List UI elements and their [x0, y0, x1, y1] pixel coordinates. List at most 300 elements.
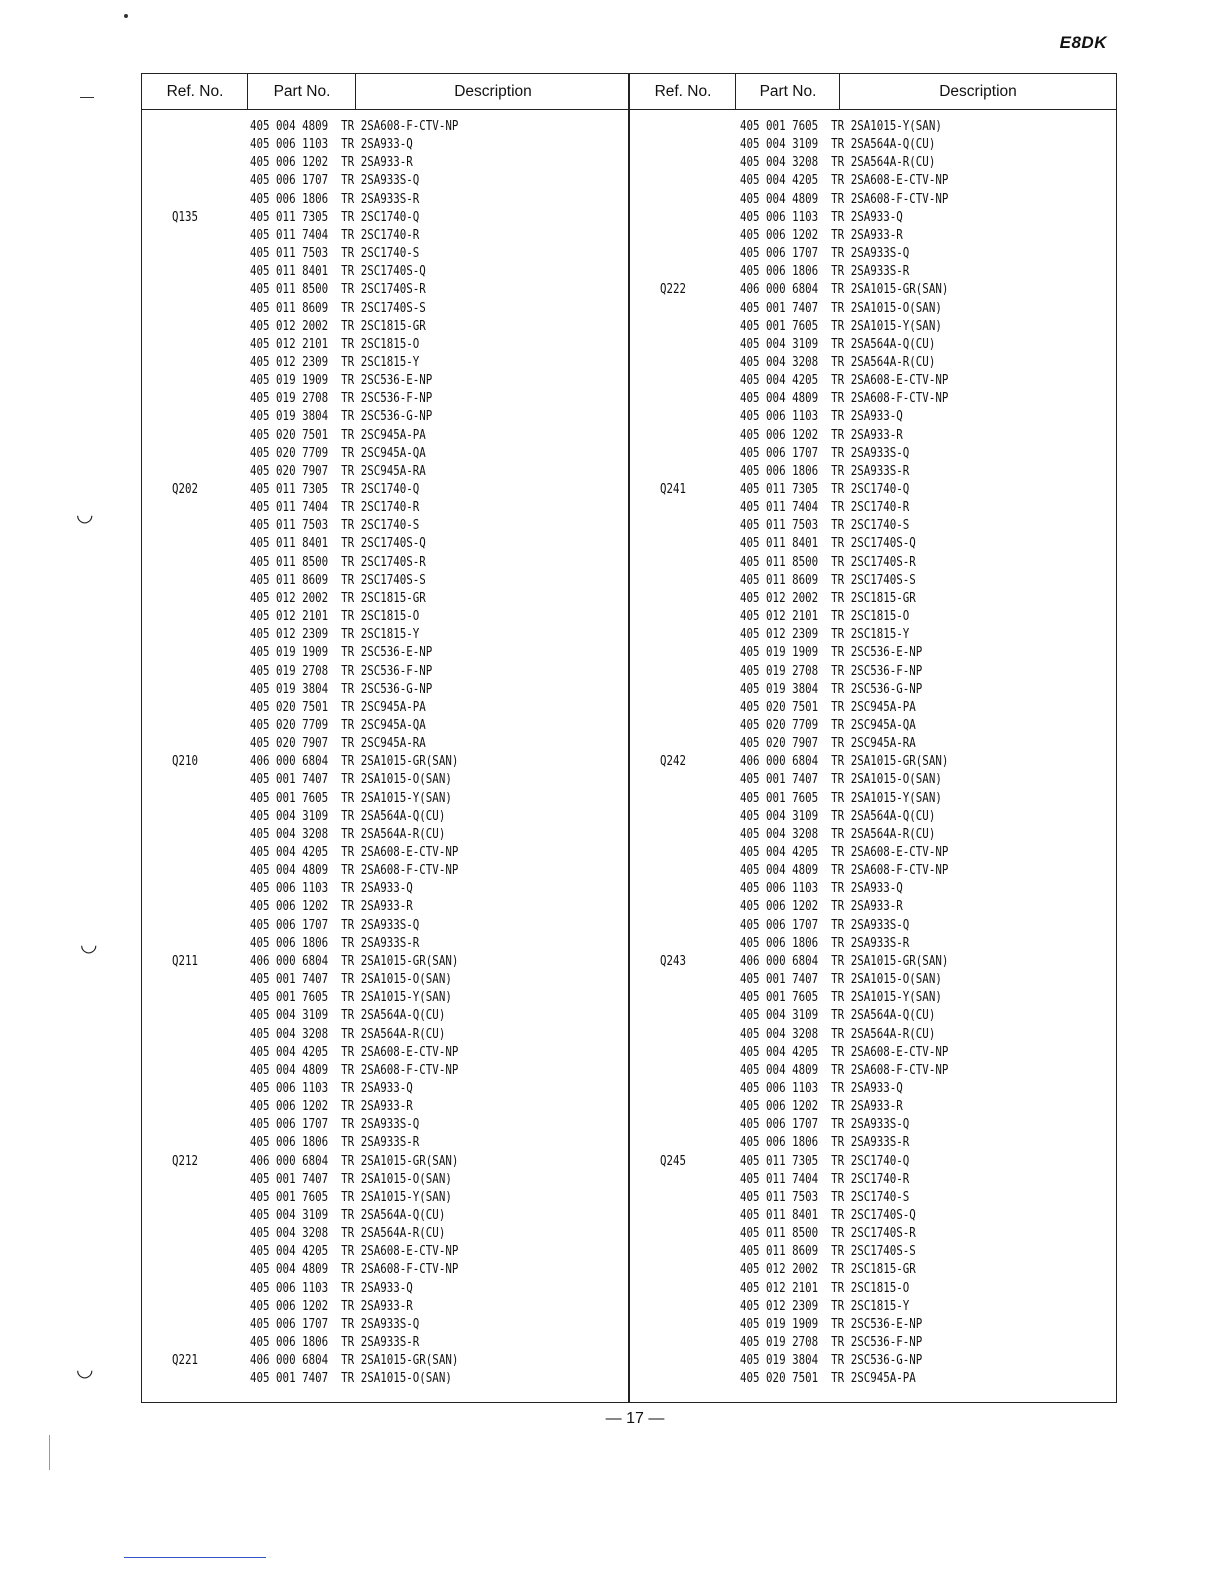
col-header-part-left: Part No. — [248, 74, 356, 110]
part-description: TR 2SC1740-Q — [831, 482, 910, 497]
part-number: 405 006 1707 — [250, 1316, 329, 1332]
spacer — [818, 627, 831, 642]
table-row — [250, 1316, 419, 1334]
part-description: TR 2SC1740S-S — [341, 300, 426, 316]
part-description: TR 2SA1015-GR(SAN) — [341, 953, 459, 969]
part-description: TR 2SA608-E-CTV-NP — [341, 845, 459, 860]
header-divider — [247, 74, 248, 110]
part-number: 405 004 3109 — [740, 336, 819, 352]
part-number: 405 006 1707 — [740, 445, 819, 461]
part-number: 405 006 1806 — [740, 1135, 819, 1151]
part-description: TR 2SC536-F-NP — [341, 663, 433, 679]
spacer — [818, 1371, 831, 1386]
table-row — [740, 263, 909, 281]
part-description: TR 2SA1015-GR(SAN) — [341, 1353, 459, 1369]
part-number: 406 000 6804 — [740, 953, 819, 969]
part-number: 405 004 4809 — [740, 191, 819, 207]
part-description: TR 2SA564A-Q(CU) — [831, 137, 936, 153]
table-row — [740, 318, 942, 336]
part-description: TR 2SA608-E-CTV-NP — [831, 845, 949, 860]
part-description: TR 2SC1740-R — [341, 227, 420, 243]
table-row — [250, 717, 426, 735]
spacer — [328, 972, 341, 987]
spacer — [328, 373, 341, 388]
part-description: TR 2SC536-E-NP — [831, 645, 923, 661]
part-description: TR 2SC1740S-R — [341, 282, 426, 298]
table-row — [250, 517, 419, 535]
part-description: TR 2SA933S-Q — [341, 917, 420, 933]
part-description: TR 2SC1815-Y — [341, 354, 420, 370]
spacer — [818, 1299, 831, 1314]
spacer — [818, 428, 831, 443]
part-description: TR 2SC945A-QA — [831, 717, 916, 733]
part-number: 405 006 1202 — [250, 1298, 329, 1314]
part-description: TR 2SC1740S-S — [341, 572, 426, 588]
part-number: 405 004 4205 — [740, 1044, 819, 1060]
part-number: 405 001 7605 — [740, 318, 819, 334]
part-number: 405 019 1909 — [740, 1316, 819, 1332]
part-number: 405 006 1202 — [250, 1099, 329, 1115]
spacer — [328, 609, 341, 624]
spacer — [818, 555, 831, 570]
part-description: TR 2SC1815-GR — [341, 318, 426, 334]
scan-mark: — — [80, 88, 94, 104]
table-row — [250, 481, 419, 499]
part-number: 405 020 7709 — [250, 445, 329, 461]
part-description: TR 2SA933-R — [831, 899, 903, 915]
spacer — [328, 555, 341, 570]
part-description: TR 2SA933-R — [341, 1298, 413, 1314]
table-row — [740, 300, 942, 318]
part-description: TR 2SC1815-O — [831, 1280, 910, 1296]
part-number: 405 006 1707 — [740, 917, 819, 933]
table-row — [250, 1171, 452, 1189]
spacer — [328, 301, 341, 316]
table-row — [250, 535, 426, 553]
table-row — [740, 953, 948, 971]
part-number: 405 011 8401 — [250, 264, 329, 280]
spacer — [328, 1335, 341, 1350]
part-description: TR 2SA933-R — [341, 1099, 413, 1115]
table-row — [740, 191, 948, 209]
table-row — [740, 572, 916, 590]
spacer — [328, 1063, 341, 1078]
part-number: 405 006 1806 — [250, 1335, 329, 1351]
part-description: TR 2SC1740-Q — [341, 209, 420, 225]
table-row — [250, 790, 452, 808]
part-description: TR 2SC1815-GR — [831, 1262, 916, 1278]
spacer — [328, 464, 341, 479]
part-number: 405 020 7501 — [740, 1371, 819, 1387]
spacer — [818, 319, 831, 334]
part-number: 405 004 4205 — [250, 1044, 329, 1060]
part-description: TR 2SA933-Q — [341, 881, 413, 897]
table-row — [740, 1044, 948, 1062]
spacer — [328, 1262, 341, 1277]
part-description: TR 2SA1015-GR(SAN) — [341, 1153, 459, 1169]
table-row — [740, 463, 909, 481]
table-row — [250, 826, 445, 844]
table-row — [250, 953, 458, 971]
spacer — [818, 210, 831, 225]
part-description: TR 2SC1740-S — [341, 246, 420, 262]
spacer — [328, 791, 341, 806]
table-row — [740, 989, 942, 1007]
spacer — [328, 591, 341, 606]
part-description: TR 2SC1815-O — [341, 336, 420, 352]
spacer — [328, 246, 341, 261]
part-number: 405 006 1103 — [740, 881, 819, 897]
table-row — [740, 790, 942, 808]
spacer — [328, 1117, 341, 1132]
table-row — [740, 1189, 909, 1207]
part-description: TR 2SC945A-PA — [341, 427, 426, 443]
part-number: 405 006 1707 — [250, 1117, 329, 1133]
ref-number: Q211 — [172, 953, 199, 969]
part-description: TR 2SC1815-O — [831, 609, 910, 625]
part-description: TR 2SA933-Q — [341, 1280, 413, 1296]
part-description: TR 2SA608-F-CTV-NP — [831, 191, 949, 207]
part-number: 405 011 7404 — [740, 1171, 819, 1187]
table-row — [740, 1098, 903, 1116]
spacer — [818, 1027, 831, 1042]
spacer — [328, 936, 341, 951]
part-description: TR 2SA564A-Q(CU) — [341, 808, 446, 824]
part-description: TR 2SC536-F-NP — [831, 663, 923, 679]
table-row — [250, 227, 419, 245]
table-row — [740, 862, 948, 880]
spacer — [328, 1190, 341, 1205]
part-number: 405 004 3208 — [740, 354, 819, 370]
part-description: TR 2SA564A-R(CU) — [341, 826, 446, 842]
part-number: 405 019 2708 — [250, 663, 329, 679]
part-description: TR 2SA1015-GR(SAN) — [831, 282, 949, 298]
part-description: TR 2SA933S-Q — [341, 173, 420, 189]
part-description: TR 2SC536-G-NP — [831, 681, 923, 697]
table-row — [250, 572, 426, 590]
spacer — [328, 1226, 341, 1241]
spacer — [328, 573, 341, 588]
part-description: TR 2SA1015-Y(SAN) — [341, 1189, 452, 1205]
table-row — [740, 408, 903, 426]
part-number: 405 019 3804 — [250, 681, 329, 697]
col-header-desc-left: Description — [356, 74, 630, 110]
ref-number: Q135 — [172, 209, 199, 225]
part-number: 405 011 8401 — [740, 536, 819, 552]
spacer — [328, 627, 341, 642]
table-row — [740, 1316, 922, 1334]
table-row — [740, 554, 916, 572]
part-description: TR 2SA933S-Q — [831, 1117, 910, 1133]
part-number: 405 006 1707 — [250, 173, 329, 189]
part-number: 405 004 4205 — [740, 373, 819, 389]
part-description: TR 2SA1015-O(SAN) — [831, 772, 942, 788]
spacer — [818, 1244, 831, 1259]
part-number: 405 019 1909 — [250, 645, 329, 661]
part-description: TR 2SA933S-Q — [341, 1117, 420, 1133]
part-description: TR 2SC1740-R — [831, 1171, 910, 1187]
spacer — [818, 373, 831, 388]
part-description: TR 2SC1815-GR — [341, 590, 426, 606]
part-number: 405 020 7709 — [740, 717, 819, 733]
spacer — [328, 682, 341, 697]
part-description: TR 2SA933-R — [831, 227, 903, 243]
part-number: 405 006 1707 — [740, 1117, 819, 1133]
table-row — [250, 390, 432, 408]
table-row — [740, 1153, 909, 1171]
scan-dot — [124, 14, 128, 18]
part-number: 405 004 3208 — [250, 1226, 329, 1242]
spacer — [818, 409, 831, 424]
spacer — [818, 1081, 831, 1096]
table-row — [250, 463, 426, 481]
col-header-desc-right: Description — [840, 74, 1116, 110]
part-description: TR 2SA608-F-CTV-NP — [831, 391, 949, 407]
table-row — [250, 1007, 445, 1025]
spacer — [328, 1244, 341, 1259]
part-description: TR 2SA933S-Q — [831, 445, 910, 461]
part-description: TR 2SC945A-RA — [341, 463, 426, 479]
part-description: TR 2SC1740S-S — [831, 1244, 916, 1260]
table-row — [250, 118, 458, 136]
spacer — [328, 173, 341, 188]
table-row — [250, 644, 432, 662]
part-number: 405 011 7404 — [250, 500, 329, 516]
part-number: 405 012 2101 — [740, 1280, 819, 1296]
part-description: TR 2SC1740S-Q — [341, 264, 426, 280]
spacer — [328, 228, 341, 243]
part-description: TR 2SA564A-Q(CU) — [341, 1008, 446, 1024]
spacer — [328, 1045, 341, 1060]
part-number: 405 012 2309 — [740, 627, 819, 643]
part-description: TR 2SA933S-Q — [341, 1316, 420, 1332]
table-row — [250, 1189, 452, 1207]
spacer — [328, 1281, 341, 1296]
spacer — [818, 772, 831, 787]
spacer — [328, 518, 341, 533]
part-description: TR 2SA933-Q — [831, 881, 903, 897]
spacer — [328, 1172, 341, 1187]
table-row — [250, 408, 432, 426]
spacer — [818, 1117, 831, 1132]
table-row — [740, 517, 909, 535]
part-number: 405 004 3109 — [740, 1008, 819, 1024]
table-row — [250, 1116, 419, 1134]
spacer — [328, 210, 341, 225]
table-row — [740, 172, 948, 190]
part-description: TR 2SA564A-R(CU) — [831, 1026, 936, 1042]
part-number: 405 006 1806 — [740, 264, 819, 280]
spacer — [818, 990, 831, 1005]
part-number: 405 004 4205 — [740, 845, 819, 860]
part-description: TR 2SC945A-PA — [831, 699, 916, 715]
spacer — [818, 1317, 831, 1332]
table-row — [740, 499, 909, 517]
table-row — [250, 154, 413, 172]
part-number: 405 012 2309 — [250, 354, 329, 370]
part-description: TR 2SC1740S-R — [341, 554, 426, 570]
header-divider — [735, 74, 736, 110]
table-row — [250, 172, 419, 190]
part-number: 405 012 2101 — [250, 609, 329, 625]
table-row — [250, 1261, 458, 1279]
spacer — [818, 337, 831, 352]
binding-hole-mark: ◡ — [76, 504, 94, 526]
part-number: 405 004 4809 — [740, 1062, 819, 1078]
part-description: TR 2SC1740-S — [831, 1189, 910, 1205]
spacer — [818, 1008, 831, 1023]
table-row — [740, 154, 935, 172]
part-number: 405 011 8500 — [250, 554, 329, 570]
part-number: 405 011 7503 — [250, 518, 329, 534]
part-description: TR 2SA933-R — [831, 1099, 903, 1115]
table-row — [250, 862, 458, 880]
part-number: 405 006 1103 — [250, 1080, 329, 1096]
table-row — [250, 608, 419, 626]
ref-number: Q241 — [660, 482, 687, 497]
part-description: TR 2SC536-G-NP — [341, 681, 433, 697]
table-row — [250, 1207, 445, 1225]
table-row — [250, 663, 432, 681]
spacer — [328, 772, 341, 787]
part-number: 405 011 8401 — [250, 536, 329, 552]
table-row — [740, 481, 909, 499]
spacer — [328, 319, 341, 334]
part-number: 405 001 7407 — [250, 1371, 329, 1387]
spacer — [328, 1027, 341, 1042]
spacer — [818, 664, 831, 679]
part-number: 405 006 1103 — [250, 137, 329, 153]
part-description: TR 2SA933S-Q — [831, 246, 910, 262]
col-header-ref-left: Ref. No. — [142, 74, 248, 110]
table-row — [250, 1352, 458, 1370]
spacer — [818, 192, 831, 207]
table-row — [250, 1370, 452, 1388]
part-number: 405 020 7501 — [740, 699, 819, 715]
part-description: TR 2SC1740S-Q — [831, 1208, 916, 1223]
col-header-part-right: Part No. — [736, 74, 840, 110]
part-number: 405 004 3109 — [250, 1208, 329, 1223]
part-number: 405 006 1103 — [250, 1280, 329, 1296]
part-description: TR 2SA564A-Q(CU) — [831, 336, 936, 352]
margin-line — [49, 1435, 50, 1470]
part-number: 406 000 6804 — [740, 754, 819, 770]
table-row — [250, 336, 419, 354]
spacer — [328, 1317, 341, 1332]
spacer — [328, 1099, 341, 1114]
table-row — [740, 644, 922, 662]
part-description: TR 2SC1740S-Q — [341, 536, 426, 552]
table-row — [740, 1062, 948, 1080]
table-row — [740, 281, 948, 299]
part-description: TR 2SA608-E-CTV-NP — [831, 173, 949, 189]
part-description: TR 2SA933S-R — [341, 1135, 420, 1151]
spacer — [818, 391, 831, 406]
table-row — [740, 1243, 916, 1261]
ref-number: Q202 — [172, 482, 199, 497]
spacer — [328, 409, 341, 424]
table-row — [250, 681, 432, 699]
part-description: TR 2SC1740S-S — [831, 572, 916, 588]
table-row — [250, 300, 426, 318]
part-number: 405 011 7503 — [740, 518, 819, 534]
part-description: TR 2SA933S-R — [341, 191, 420, 207]
table-row — [740, 717, 916, 735]
part-number: 405 004 4809 — [250, 863, 329, 879]
part-number: 405 006 1202 — [740, 899, 819, 915]
spacer — [328, 1371, 341, 1386]
table-row — [250, 898, 413, 916]
part-number: 405 011 7305 — [250, 209, 329, 225]
spacer — [818, 609, 831, 624]
part-number: 405 004 4205 — [250, 1244, 329, 1260]
part-number: 405 006 1202 — [740, 1099, 819, 1115]
spacer — [328, 1081, 341, 1096]
table-row — [740, 735, 916, 753]
part-number: 405 004 3109 — [740, 808, 819, 824]
table-row — [740, 1280, 909, 1298]
part-description: TR 2SA1015-Y(SAN) — [341, 790, 452, 806]
spacer — [818, 1190, 831, 1205]
part-description: TR 2SC536-E-NP — [341, 645, 433, 661]
spacer — [328, 137, 341, 152]
col-header-ref-right: Ref. No. — [630, 74, 736, 110]
part-number: 405 012 2002 — [250, 318, 329, 334]
table-row — [250, 263, 426, 281]
part-description: TR 2SA608-F-CTV-NP — [831, 1062, 949, 1078]
part-number: 405 001 7605 — [250, 1189, 329, 1205]
part-description: TR 2SC1815-O — [341, 609, 420, 625]
footer-rule — [124, 1557, 266, 1558]
table-row — [250, 753, 458, 771]
spacer — [818, 1208, 831, 1223]
part-number: 405 012 2309 — [250, 627, 329, 643]
part-number: 405 006 1806 — [250, 1135, 329, 1151]
spacer — [328, 736, 341, 751]
part-description: TR 2SC945A-RA — [831, 736, 916, 752]
part-description: TR 2SA1015-GR(SAN) — [831, 953, 949, 969]
spacer — [818, 899, 831, 914]
part-description: TR 2SC1815-GR — [831, 590, 916, 606]
part-number: 405 006 1806 — [740, 935, 819, 951]
part-description: TR 2SC945A-RA — [341, 736, 426, 752]
table-row — [250, 554, 426, 572]
part-number: 405 004 3109 — [250, 808, 329, 824]
table-row — [250, 427, 426, 445]
part-description: TR 2SA1015-GR(SAN) — [341, 754, 459, 770]
table-row — [740, 681, 922, 699]
part-description: TR 2SA1015-Y(SAN) — [831, 990, 942, 1006]
spacer — [818, 881, 831, 896]
table-row — [250, 735, 426, 753]
table-row — [740, 1134, 909, 1152]
part-description: TR 2SC1740-R — [341, 500, 420, 516]
table-row — [740, 1261, 916, 1279]
part-number: 405 019 2708 — [740, 663, 819, 679]
spacer — [818, 754, 831, 769]
table-row — [250, 136, 413, 154]
part-description: TR 2SA1015-Y(SAN) — [341, 990, 452, 1006]
table-row — [740, 1116, 909, 1134]
part-description: TR 2SA608-E-CTV-NP — [341, 1244, 459, 1260]
part-number: 405 001 7605 — [740, 119, 819, 134]
part-description: TR 2SC536-E-NP — [831, 1316, 923, 1332]
part-number: 405 001 7605 — [740, 990, 819, 1006]
ref-number: Q210 — [172, 754, 199, 770]
spacer — [328, 700, 341, 715]
table-row — [250, 1153, 458, 1171]
spacer — [818, 1335, 831, 1350]
